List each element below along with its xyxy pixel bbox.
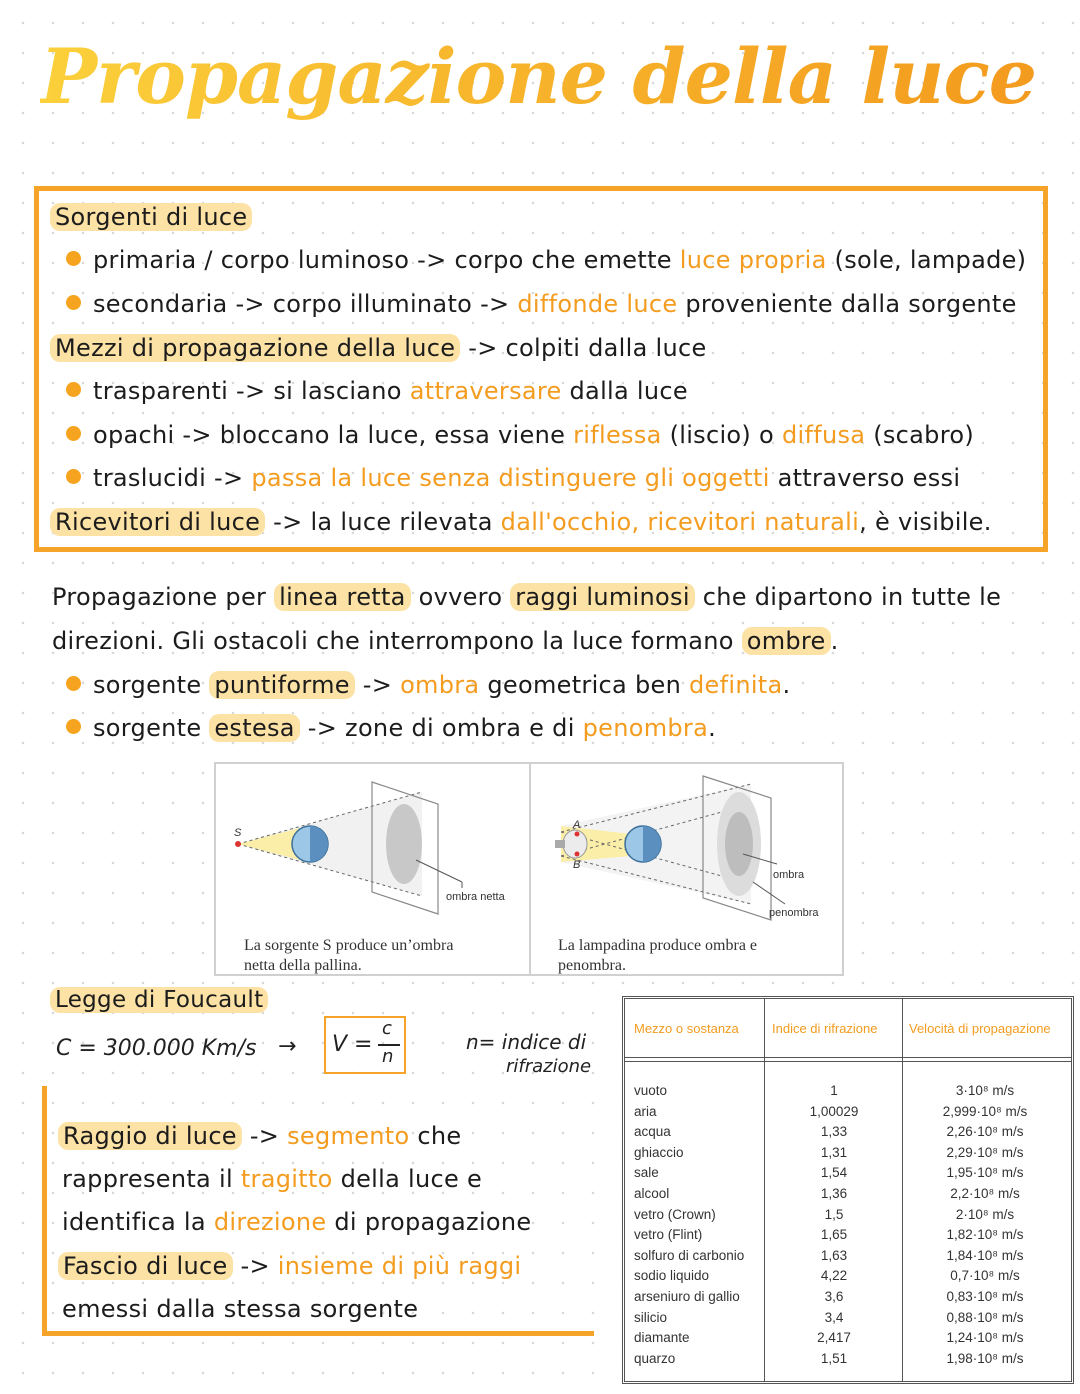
text: che (409, 1122, 462, 1150)
formula-denominator: n (382, 1046, 394, 1067)
text: sorgente (93, 714, 210, 742)
table-header-divider (625, 1057, 1071, 1058)
table-cell: 1,84·10⁸ m/s (946, 1247, 1024, 1263)
sorgenti-heading-text: Sorgenti di luce (50, 203, 252, 231)
fascio-heading-text: Fascio di luce (58, 1252, 233, 1280)
sorgenti-heading (50, 203, 252, 231)
penombra-label: penombra (769, 907, 819, 919)
text: (scabro) (865, 421, 974, 449)
bullet-dot (66, 382, 81, 397)
text: di propagazione (326, 1208, 532, 1236)
text: -> (354, 671, 401, 699)
table-cell: sale (634, 1165, 659, 1181)
table-cell: 1,98·10⁸ m/s (946, 1350, 1024, 1366)
table-cell: 0,83·10⁸ m/s (946, 1288, 1024, 1304)
highlight-text: linea retta (274, 583, 411, 611)
extended-source-diagram (531, 764, 844, 934)
text: . (708, 714, 717, 742)
text: -> zone di ombra e di (299, 714, 583, 742)
text: (liscio) o (661, 421, 782, 449)
text: . (830, 627, 839, 655)
text: emessi dalla stessa sorgente (62, 1295, 419, 1323)
text: primaria / corpo luminoso -> corpo che emette (93, 246, 680, 274)
table-cell: 2·10⁸ m/s (955, 1206, 1015, 1222)
text: (sole, lampade) (826, 246, 1027, 274)
caption-line: netta della pallina. (244, 957, 362, 974)
fascio-line (58, 1252, 521, 1280)
arrow-icon: → (278, 1034, 297, 1059)
bullet-dot (66, 295, 81, 310)
highlight-text: dall'occhio, ricevitori naturali (500, 508, 860, 536)
bullet-traslucidi (66, 464, 960, 492)
text: -> la luce rilevata (265, 508, 501, 536)
text: trasparenti -> si lasciano (93, 377, 410, 405)
table-cell: 1,00029 (809, 1103, 859, 1119)
bullet-dot (66, 676, 81, 691)
table-cell: vetro (Crown) (634, 1206, 716, 1222)
table-cell: 4,22 (820, 1268, 848, 1284)
table-cell: quarzo (634, 1350, 676, 1366)
text: proveniente dalla sorgente (677, 290, 1017, 318)
text: -> colpiti dalla luce (460, 334, 707, 362)
table-header-indice: Indice di rifrazione (772, 1021, 878, 1036)
ricevitori-heading-text: Ricevitori di luce (50, 508, 265, 536)
n-note-line-2: rifrazione (506, 1056, 592, 1077)
shadow-figure (214, 762, 844, 976)
point-b-label: B (573, 859, 581, 871)
raggio-line-1 (58, 1122, 462, 1150)
highlight-text: diffusa (781, 421, 866, 449)
table-cell: 1,63 (820, 1247, 848, 1263)
bottom-orange-bar (42, 1331, 594, 1336)
table-cell: 3,4 (824, 1309, 844, 1325)
table-cell: 3·10⁸ m/s (955, 1083, 1015, 1098)
raggio-line-2 (62, 1165, 482, 1193)
table-cell: 1 (830, 1083, 838, 1098)
mezzi-heading (50, 334, 707, 362)
highlight-text: ombre (742, 627, 831, 655)
table-cell: 2,29·10⁸ m/s (946, 1144, 1024, 1160)
text: -> (241, 1122, 288, 1150)
table-cell: ghiaccio (634, 1144, 684, 1160)
text: della luce e (332, 1165, 483, 1193)
raggio-heading-text: Raggio di luce (58, 1122, 242, 1150)
table-cell: 1,36 (820, 1185, 848, 1201)
highlight-text: insieme di più raggi (277, 1252, 522, 1280)
highlight-text: definita (689, 671, 783, 699)
text: opachi -> bloccano la luce, essa viene (93, 421, 574, 449)
text: Propagazione per (52, 583, 275, 611)
fascio-line-2 (62, 1295, 418, 1323)
highlight-text: diffonde luce (517, 290, 678, 318)
formula-v: V = (332, 1032, 373, 1057)
point-a-label: A (573, 819, 581, 831)
speed-of-light: C = 300.000 Km/s (56, 1036, 257, 1061)
table-cell: 2,2·10⁸ m/s (950, 1185, 1020, 1201)
text: rappresenta il (62, 1165, 241, 1193)
highlight-text: raggi luminosi (510, 583, 695, 611)
left-caption (244, 936, 453, 976)
text: . (782, 671, 791, 699)
highlight-text: tragitto (240, 1165, 333, 1193)
text: geometrica ben (479, 671, 690, 699)
text: secondaria -> corpo illuminato -> (93, 290, 518, 318)
refraction-table (622, 996, 1074, 1384)
ombra-netta-label: ombra netta (446, 891, 505, 903)
table-cell: 0,88·10⁸ m/s (946, 1309, 1024, 1325)
table-cell: alcool (634, 1185, 670, 1201)
text: traslucidi -> (93, 464, 252, 492)
table-col-mezzo (634, 1081, 744, 1369)
highlight-text: luce propria (679, 246, 827, 274)
bullet-dot (66, 251, 81, 266)
bullet-dot (66, 719, 81, 734)
table-cell: 1,33 (820, 1124, 848, 1140)
table-cell: arseniuro di gallio (634, 1288, 740, 1304)
bullet-secondaria (66, 290, 1017, 318)
point-source-diagram (216, 764, 529, 934)
table-cell: 1,5 (824, 1206, 844, 1222)
n-note-line-1: n= indice di (466, 1030, 587, 1054)
table-cell: 1,82·10⁸ m/s (946, 1227, 1024, 1243)
highlight-text: segmento (287, 1122, 410, 1150)
ricevitori-line (50, 508, 992, 536)
highlight-text: estesa (209, 714, 299, 742)
text: attraverso essi (769, 464, 961, 492)
source-s-label: S (234, 827, 242, 839)
table-cell: 1,54 (820, 1165, 848, 1181)
table-cell: 1,95·10⁸ m/s (946, 1165, 1024, 1181)
table-header-divider (625, 1061, 1071, 1062)
table-cell: vetro (Flint) (634, 1227, 703, 1243)
text: -> (232, 1252, 278, 1280)
bullet-estesa (66, 714, 716, 742)
propagazione-line-2 (52, 627, 839, 655)
bullet-dot (66, 469, 81, 484)
caption-line: penombra. (558, 957, 626, 974)
table-cell: 2,999·10⁸ m/s (942, 1103, 1028, 1119)
caption-line: La lampadina produce ombra e (558, 937, 758, 954)
highlight-text: direzione (213, 1208, 327, 1236)
table-cell: acqua (634, 1124, 671, 1140)
table-cell: 1,51 (820, 1350, 848, 1366)
caption-line: La sorgente S produce un’ombra (244, 937, 454, 954)
bullet-trasparenti (66, 377, 688, 405)
bullet-opachi (66, 421, 974, 449)
bullet-dot (66, 426, 81, 441)
foucault-heading (50, 987, 268, 1013)
table-cell: solfuro di carbonio (634, 1247, 745, 1263)
table-cell: 1,65 (820, 1227, 848, 1243)
text: direzioni. Gli ostacoli che interrompono la luce formano (52, 627, 742, 655)
highlight-text: attraversare (409, 377, 562, 405)
table-cell: 3,6 (824, 1288, 844, 1304)
table-cell: diamante (634, 1330, 690, 1346)
raggio-line-3 (62, 1208, 531, 1236)
formula-numerator: c (382, 1018, 392, 1039)
text: che dipartono in tutte le (694, 583, 1002, 611)
text: , è visibile. (859, 508, 992, 536)
text: ovvero (410, 583, 511, 611)
left-orange-bar (42, 1086, 47, 1336)
table-header-mezzo: Mezzo o sostanza (634, 1021, 739, 1036)
table-col-velocita (903, 1081, 1067, 1369)
table-cell: 1,31 (820, 1144, 848, 1160)
sources-box (34, 186, 1048, 552)
bullet-puntiforme (66, 671, 790, 699)
propagazione-line-1 (52, 583, 1001, 611)
table-col-indice (765, 1081, 903, 1369)
table-cell: 2,26·10⁸ m/s (946, 1124, 1024, 1140)
ombra-label: ombra (773, 869, 805, 881)
bullet-primaria (66, 246, 1026, 274)
table-cell: sodio liquido (634, 1268, 710, 1284)
foucault-heading-text: Legge di Foucault (50, 987, 268, 1013)
table-cell: aria (634, 1103, 657, 1119)
mezzi-heading-text: Mezzi di propagazione della luce (50, 334, 460, 362)
highlight-text: riflessa (573, 421, 662, 449)
right-caption (558, 936, 757, 976)
table-cell: silicio (634, 1309, 668, 1325)
highlight-text: puntiforme (209, 671, 354, 699)
highlight-text: passa la luce senza distinguere gli oggetti (251, 464, 770, 492)
table-cell: 0,7·10⁸ m/s (950, 1268, 1020, 1284)
table-cell: 2,417 (817, 1330, 851, 1346)
table-cell: 1,24·10⁸ m/s (946, 1330, 1024, 1346)
highlight-text: ombra (400, 671, 480, 699)
table-cell: vuoto (634, 1083, 668, 1098)
page-title: Propagazione della luce (40, 22, 1050, 132)
text: identifica la (62, 1208, 214, 1236)
highlight-text: penombra (582, 714, 709, 742)
text: sorgente (93, 671, 210, 699)
text: dalla luce (561, 377, 688, 405)
table-header-velocita: Velocità di propagazione (909, 1021, 1051, 1036)
